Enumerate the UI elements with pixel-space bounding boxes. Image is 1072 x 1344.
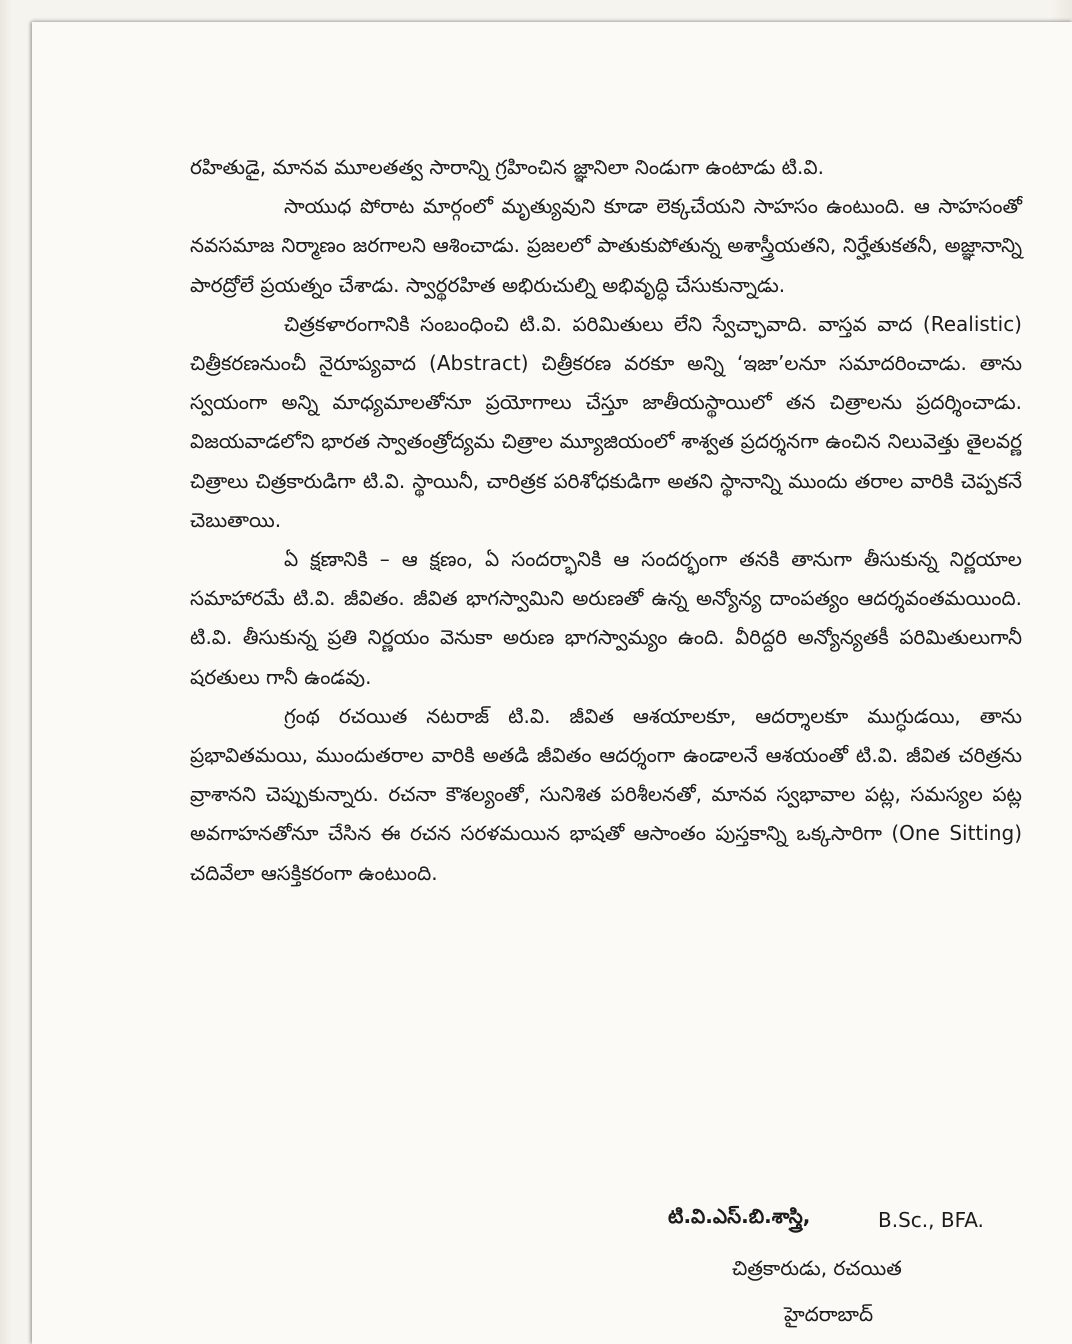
paragraph: రహితుడై, మానవ మూలతత్వ సారాన్ని గ్రహించిన జ్ఞానిలా నిండుగా ఉంటాడు టి.వి.: [190, 155, 824, 179]
paragraph: ఏ క్షణానికి – ఆ క్షణం, ఏ సందర్భానికి ఆ సందర్భంగా తనకి తానుగా తీసుకున్న నిర్ణయాల సమాహారమే టి.వి. జీవితం. జీవిత భాగస్వామిని అరుణతో ఉన్న అన్యోన్య దాంపత్యం ఆదర్శవంతమయింది. టి.వి. తీసుకున్న ప్రతి నిర్ణయం వెనుకా అరుణ భాగస్వామ్యం ఉంది. వీరిద్దరి అన్యోన్యతకీ పరిమితులుగానీ షరతులు గానీ ఉండవు.: [190, 547, 1022, 689]
paragraph: గ్రంథ రచయిత నటరాజ్ టి.వి. జీవిత ఆశయాలకూ, ఆదర్శాలకూ ముగ్ధుడయి, తాను ప్రభావితమయి, ముందుతరాల వారికి అతడి జీవితం ఆదర్శంగా ఉండాలనే ఆశయంతో టి.వి. జీవిత చరిత్రను వ్రాశానని చెప్పుకున్నారు. రచనా కౌశల్యంతో, సునిశిత పరిశీలనతో, మానవ స్వభావాల పట్ల, సమస్యల పట్ల అవగాహనతోనూ చేసిన ఈ రచన సరళమయిన భాషతో ఆసాంతం పుస్తకాన్ని ఒక్కసారిగా (One Sitting) చదివేలా ఆసక్తికరంగా ఉంటుంది.: [190, 703, 1022, 885]
paragraph: చిత్రకళారంగానికి సంబంధించి టి.వి. పరిమితులు లేని స్వేచ్ఛావాది. వాస్తవ వాద (Realistic) చిత్రీకరణనుంచీ నైరూప్యవాద (Abstract) చిత్రీకరణ వరకూ అన్ని ‘ఇజా’లనూ సమాదరించాడు. తాను స్వయంగా అన్ని మాధ్యమాలతోనూ ప్రయోగాలు చేస్తూ జాతీయస్థాయిలో తన చిత్రాలను ప్రదర్శించాడు. విజయవాడలోని భారత స్వాతంత్రోద్యమ చిత్రాల మ్యూజియంలో శాశ్వత ప్రదర్శనగా ఉంచిన నిలువెత్తు తైలవర్ణ చిత్రాలు చిత్రకారుడిగా టి.వి. స్థాయినీ, చారిత్రక పరిశోధకుడిగా అతని స్థానాన్ని ముందు తరాల వారికి చెప్పకనే చెబుతాయి.: [190, 311, 1022, 532]
signature-name: టి.వి.ఎస్.బి.శాస్త్రి,: [668, 1204, 811, 1228]
signature-role: చిత్రకారుడు, రచయిత: [732, 1256, 902, 1280]
signature-city: హైదరాబాద్: [784, 1302, 874, 1326]
body-text: [190, 148, 1022, 893]
paragraph: సాయుధ పోరాట మార్గంలో మృత్యువుని కూడా లెక్కచేయని సాహసం ఉంటుంది. ఆ సాహసంతో నవసమాజ నిర్మాణం జరగాలని ఆశించాడు. ప్రజలలో పాతుకుపోతున్న అశాస్త్రీయతని, నిర్హేతుకతనీ, అజ్ఞానాన్ని పారద్రోలే ప్రయత్నం చేశాడు. స్వార్థరహిత అభిరుచుల్ని అభివృద్ధి చేసుకున్నాడు.: [190, 194, 1022, 297]
signature-degrees: B.Sc., BFA.: [878, 1208, 984, 1232]
